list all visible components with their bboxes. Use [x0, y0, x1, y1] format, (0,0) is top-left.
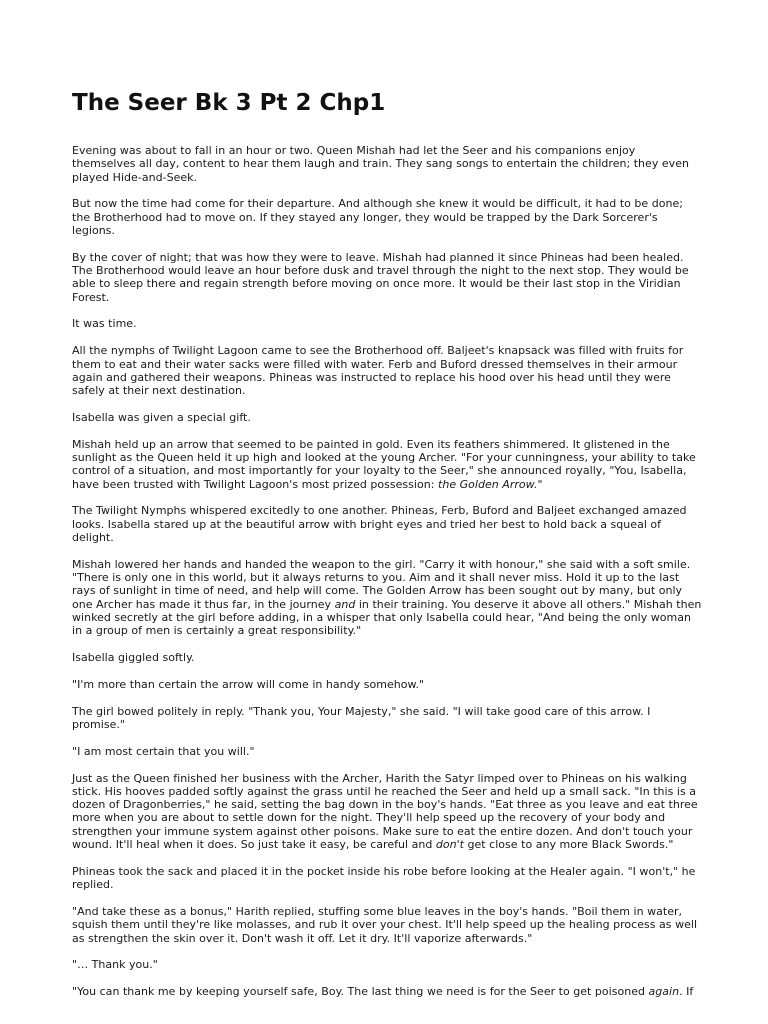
- paragraph: [72, 504, 702, 544]
- italic-text: the Golden Arrow.": [438, 477, 543, 491]
- text-run: Mishah held up an arrow that seemed to be painted in gold. Even its feathers shimmered. It glistened in the sunlight as the Queen held it up high and looked at the young Archer. "For your cunningness, your ability to take control of a situation, and most importantly for your loyalty to the Seer," she announced royally, "You, Isabella, have been trusted with Twilight Lagoon's most prized possession:: [72, 437, 696, 491]
- paragraph: [72, 651, 702, 664]
- text-run: "And take these as a bonus," Harith replied, stuffing some blue leaves in the boy's hands. "Boil them in water, squish them until they're like molasses, and rub it over your chest. It'll help speed up the healing process as well as strengthen the skin over it. Don't wash it off. Let it dry. It'll vaporize afterwards.": [72, 904, 698, 945]
- text-run: But now the time had come for their departure. And although she knew it would be difficult, it had to be done; the Brotherhood had to move on. If they stayed any longer, they would be trapped by the Dark Sorcerer's legions.: [72, 197, 683, 237]
- text-run: "I am most certain that you will.": [72, 744, 255, 758]
- paragraph: [72, 317, 702, 330]
- paragraph: [72, 144, 702, 184]
- paragraph: [72, 251, 702, 304]
- text-run: "… Thank you.": [72, 958, 158, 972]
- paragraph: [72, 678, 702, 691]
- document-body: [72, 144, 702, 998]
- paragraph: [72, 865, 702, 892]
- text-run: It was time.: [72, 317, 137, 331]
- italic-text: and: [334, 597, 356, 611]
- italic-text: again: [648, 985, 680, 999]
- document-page: [72, 88, 702, 1012]
- text-run: . If: [679, 985, 694, 999]
- text-run: Mishah lowered her hands and handed the weapon to the girl. "Carry it with honour," she said with a soft smile. "There is only one in this world, but it always returns to you. Aim and it shall never miss. Hold it up to the last rays of sunlight in time of need, and help will come. The Golden Arrow has been sought out by many, but only one Archer has made it thus far, in the journey: [72, 557, 691, 611]
- text-run: By the cover of night; that was how they were to leave. Mishah had planned it since Phineas had been healed. The Brotherhood would leave an hour before dusk and travel through the night to the next stop. They would be able to sleep there and regain strength before moving on once more. It would be their last stop in the Viridian Forest.: [72, 250, 689, 304]
- paragraph: [72, 558, 702, 638]
- text-run: The Twilight Nymphs whispered excitedly to one another. Phineas, Ferb, Buford and Baljeet exchanged amazed looks. Isabella stared up at the beautiful arrow with bright eyes and tried her best to hold back a squeal of delight.: [72, 504, 687, 545]
- text-run: "I'm more than certain the arrow will come in handy somehow.": [72, 677, 425, 691]
- text-run: Isabella was given a special gift.: [72, 410, 251, 424]
- paragraph: [72, 411, 702, 424]
- text-run: get close to any more Black Swords.": [464, 838, 674, 852]
- paragraph: [72, 905, 702, 945]
- text-run: Isabella giggled softly.: [72, 651, 195, 665]
- paragraph: [72, 197, 702, 237]
- text-run: in their training. You deserve it above all others." Mishah then winked secretly at the girl before adding, in a whisper that only Isabella could hear, "And being the only woman in a group of men is certainly a great responsibility.": [72, 597, 702, 638]
- text-run: Evening was about to fall in an hour or two. Queen Mishah had let the Seer and his companions enjoy themselves all day, content to hear them laugh and train. They sang songs to entertain the children; they even played Hide-and-Seek.: [72, 144, 689, 184]
- paragraph: [72, 958, 702, 971]
- text-run: All the nymphs of Twilight Lagoon came to see the Brotherhood off. Baljeet's knapsack was filled with fruits for them to eat and their water sacks were filled with water. Ferb and Buford dressed themselves in their armour again and gathered their weapons. Phineas was instructed to replace his hood over his head until they were safely at their next destination.: [72, 344, 684, 398]
- paragraph: [72, 438, 702, 491]
- document-title: The Seer Bk 3 Pt 2 Chp1: [72, 90, 386, 116]
- paragraph: [72, 705, 702, 732]
- text-run: Phineas took the sack and placed it in the pocket inside his robe before looking at the Healer again. "I won't," he replied.: [72, 864, 696, 892]
- text-run: The girl bowed politely in reply. "Thank you, Your Majesty," she said. "I will take good care of this arrow. I promise.": [72, 704, 651, 731]
- paragraph: [72, 745, 702, 758]
- paragraph: [72, 985, 702, 998]
- text-run: "You can thank me by keeping yourself safe, Boy. The last thing we need is for the Seer to get poisoned: [72, 985, 649, 999]
- paragraph: [72, 344, 702, 397]
- italic-text: don't: [435, 838, 464, 852]
- paragraph: [72, 772, 702, 852]
- text-run: Just as the Queen finished her business with the Archer, Harith the Satyr limped over to Phineas on his walking stick. His hooves padded softly against the grass until he reached the Seer and held up a small sack. "In this is a dozen of Dragonberries," he said, setting the bag down in the boy's hands. "Eat three as you leave and eat three more when you are about to settle down for the night. They'll help speed up the recovery of your body and strengthen your immune system against other poisons. Make sure to eat the entire dozen. And don't touch your wound. It'll heal when it does. So just take it easy, be careful and: [72, 771, 698, 852]
